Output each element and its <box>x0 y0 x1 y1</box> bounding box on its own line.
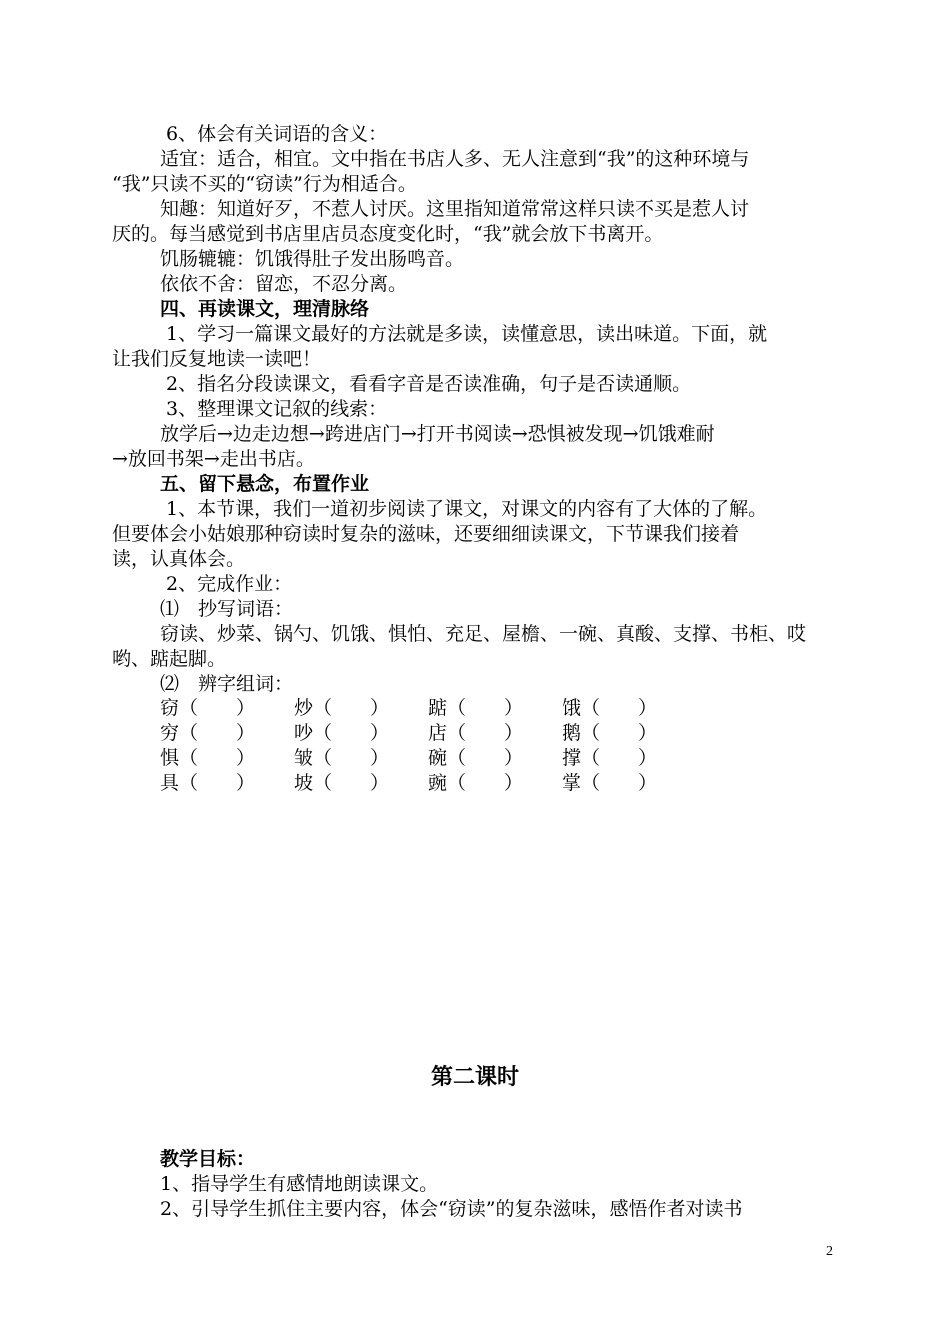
section-four-item-1-cont: 让我们反复地读一读吧！ <box>112 348 322 370</box>
grid-cell: 吵（ ） <box>294 722 390 744</box>
grid-cell: 皱（ ） <box>294 747 390 769</box>
grid-cell: 豌（ ） <box>428 772 524 794</box>
story-clue-line-cont: →放回书架→走出书店。 <box>112 448 315 470</box>
grid-cell: 店（ ） <box>428 722 524 744</box>
definition-zhiqu-cont: 厌的。每当感觉到书店里店员态度变化时，“我”就会放下书离开。 <box>112 223 664 245</box>
definition-zhiqu: 知趣：知道好歹，不惹人讨厌。这里指知道常常这样只读不买是惹人讨 <box>160 198 750 220</box>
section-five-item-1-end: 读，认真体会。 <box>112 548 246 570</box>
homework-char-groups-heading: ⑵ 辨字组词： <box>160 673 294 695</box>
grid-cell: 穷（ ） <box>160 722 256 744</box>
item-6-heading: 6、体会有关词语的含义： <box>166 123 388 145</box>
grid-cell: 炒（ ） <box>294 697 390 719</box>
grid-cell: 窃（ ） <box>160 697 256 719</box>
grid-cell: 碗（ ） <box>428 747 524 769</box>
definition-shiyi-cont: “我”只读不买的“窃读”行为相适合。 <box>112 173 417 195</box>
homework-copy-words-heading: ⑴ 抄写词语： <box>160 598 294 620</box>
grid-row <box>160 721 696 746</box>
teaching-goal-2: 2、引导学生抓住主要内容，体会“窃读”的复杂滋味，感悟作者对读书 <box>160 1198 743 1220</box>
grid-cell: 鹅（ ） <box>562 722 658 744</box>
definition-shiyi: 适宜：适合，相宜。文中指在书店人多、无人注意到“我”的这种环境与 <box>160 148 750 170</box>
definition-jichang: 饥肠辘辘：饥饿得肚子发出肠鸣音。 <box>160 248 465 270</box>
section-four-heading: 四、再读课文，理清脉络 <box>160 298 370 320</box>
char-group-grid <box>160 696 696 796</box>
homework-word-list: 窃读、炒菜、锅勺、饥饿、惧怕、充足、屋檐、一碗、真酸、支撑、书柜、哎 <box>160 623 807 645</box>
story-clue-line: 放学后→边走边想→跨进店门→打开书阅读→恐惧被发现→饥饿难耐 <box>160 423 715 445</box>
grid-cell: 惧（ ） <box>160 747 256 769</box>
homework-word-list-cont: 哟、踮起脚。 <box>112 648 227 670</box>
section-five-heading: 五、留下悬念，布置作业 <box>160 473 370 495</box>
grid-cell: 踮（ ） <box>428 697 524 719</box>
section-five-item-2: 2、完成作业： <box>166 573 293 595</box>
definition-yiyi: 依依不舍：留恋，不忍分离。 <box>160 273 408 295</box>
section-four-item-2: 2、指名分段读课文，看看字音是否读准确，句子是否读通顺。 <box>166 373 692 395</box>
grid-row <box>160 696 696 721</box>
section-title: 第二课时 <box>430 1065 519 1090</box>
section-five-item-1: 1、本节课，我们一道初步阅读了课文，对课文的内容有了大体的了解。 <box>166 498 768 520</box>
grid-row <box>160 771 696 796</box>
grid-cell: 饿（ ） <box>562 697 658 719</box>
teaching-goals-heading: 教学目标： <box>160 1148 256 1170</box>
grid-cell: 坡（ ） <box>294 772 390 794</box>
grid-cell: 掌（ ） <box>562 772 658 794</box>
grid-row <box>160 746 696 771</box>
grid-cell: 具（ ） <box>160 772 256 794</box>
teaching-goal-1: 1、指导学生有感情地朗读课文。 <box>160 1173 439 1195</box>
section-five-item-1-cont: 但要体会小姑娘那种窃读时复杂的滋味，还要细细读课文，下节课我们接着 <box>112 523 740 545</box>
grid-cell: 撑（ ） <box>562 747 658 769</box>
page-number: 2 <box>826 1244 833 1259</box>
section-four-item-3: 3、整理课文记叙的线索： <box>166 398 388 420</box>
section-four-item-1: 1、学习一篇课文最好的方法就是多读，读懂意思，读出味道。下面，就 <box>166 323 768 345</box>
